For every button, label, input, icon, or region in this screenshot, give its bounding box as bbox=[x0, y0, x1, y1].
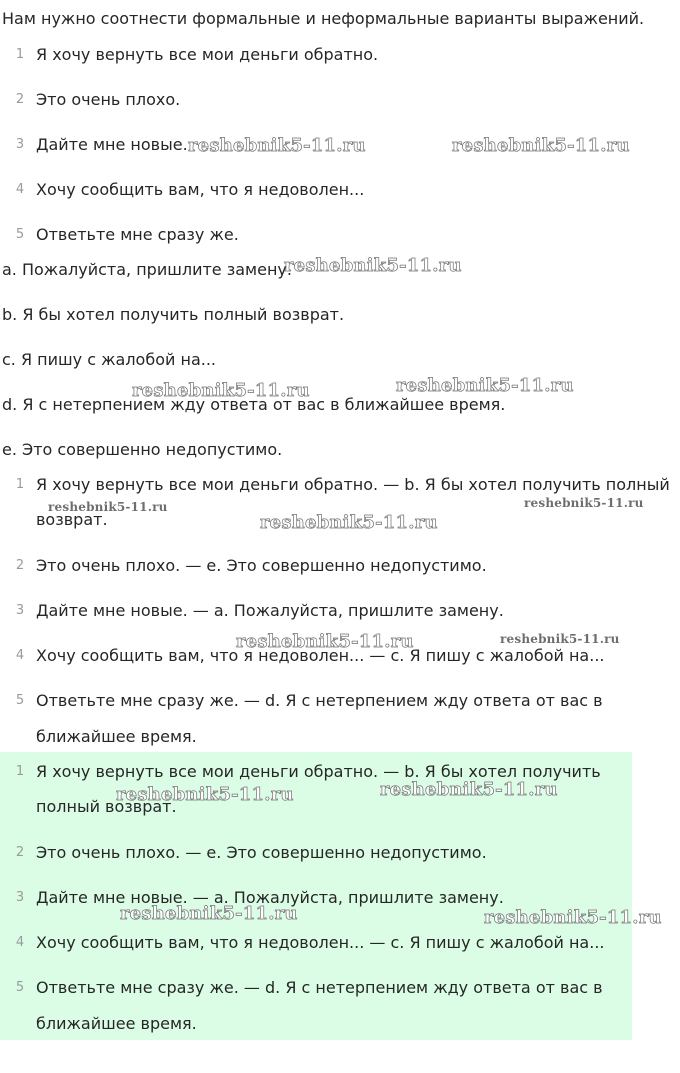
watermark: reshebnik5-11.ru bbox=[48, 500, 168, 514]
match-2: Это очень плохо. — e. Это совершенно недопустимо. bbox=[36, 556, 487, 575]
match-5-line2: ближайшее время. bbox=[36, 727, 197, 746]
informal-item-1: Я хочу вернуть все мои деньги обратно. bbox=[36, 45, 379, 64]
watermark: reshebnik5-11.ru bbox=[188, 135, 366, 156]
match-1-line1: Я хочу вернуть все мои деньги обратно. — b. Я бы хотел получить полный bbox=[36, 475, 670, 494]
formal-item-e: e. Это совершенно недопустимо. bbox=[2, 440, 283, 459]
list-number: 3 bbox=[15, 890, 25, 905]
formal-item-b: b. Я бы хотел получить полный возврат. bbox=[2, 305, 345, 324]
answer-4: Хочу сообщить вам, что я недоволен... — c. Я пишу с жалобой на... bbox=[36, 933, 605, 952]
list-number: 4 bbox=[15, 648, 25, 663]
watermark: reshebnik5-11.ru bbox=[132, 380, 310, 401]
list-number: 4 bbox=[15, 935, 25, 950]
formal-item-c: c. Я пишу с жалобой на... bbox=[2, 350, 217, 369]
list-number: 2 bbox=[15, 558, 25, 573]
intro-text: Нам нужно соотнести формальные и неформальные варианты выражений. bbox=[2, 9, 645, 28]
answer-2: Это очень плохо. — e. Это совершенно недопустимо. bbox=[36, 843, 487, 862]
watermark: reshebnik5-11.ru bbox=[260, 512, 438, 533]
list-number: 5 bbox=[15, 980, 25, 995]
match-1-line2: возврат. bbox=[36, 510, 108, 529]
answer-1-line2: полный возврат. bbox=[36, 797, 177, 816]
list-number: 4 bbox=[15, 182, 25, 197]
list-number: 5 bbox=[15, 693, 25, 708]
match-5-line1: Ответьте мне сразу же. — d. Я с нетерпением жду ответа от вас в bbox=[36, 691, 603, 710]
watermark: reshebnik5-11.ru bbox=[236, 631, 414, 652]
formal-item-d: d. Я с нетерпением жду ответа от вас в ближайшее время. bbox=[2, 395, 506, 414]
answer-5-line1: Ответьте мне сразу же. — d. Я с нетерпением жду ответа от вас в bbox=[36, 978, 603, 997]
answer-3: Дайте мне новые. — a. Пожалуйста, пришлите замену. bbox=[36, 888, 504, 907]
list-number: 3 bbox=[15, 137, 25, 152]
match-4: Хочу сообщить вам, что я недоволен... — c. Я пишу с жалобой на... bbox=[36, 646, 605, 665]
watermark: reshebnik5-11.ru bbox=[500, 632, 620, 646]
watermark: reshebnik5-11.ru bbox=[452, 135, 630, 156]
formal-item-a: a. Пожалуйста, пришлите замену. bbox=[2, 260, 292, 279]
informal-item-4: Хочу сообщить вам, что я недоволен... bbox=[36, 180, 365, 199]
list-number: 1 bbox=[15, 47, 25, 62]
watermark: reshebnik5-11.ru bbox=[120, 903, 298, 924]
watermark: reshebnik5-11.ru bbox=[524, 496, 644, 510]
watermark: reshebnik5-11.ru bbox=[284, 255, 462, 276]
answer-5-line2: ближайшее время. bbox=[36, 1014, 197, 1033]
list-number: 1 bbox=[15, 477, 25, 492]
watermark: reshebnik5-11.ru bbox=[396, 375, 574, 396]
match-3: Дайте мне новые. — a. Пожалуйста, пришлите замену. bbox=[36, 601, 504, 620]
list-number: 2 bbox=[15, 92, 25, 107]
list-number: 2 bbox=[15, 845, 25, 860]
watermark: reshebnik5-11.ru bbox=[116, 784, 294, 805]
informal-item-3: Дайте мне новые. bbox=[36, 135, 188, 154]
list-number: 1 bbox=[15, 764, 25, 779]
list-number: 3 bbox=[15, 603, 25, 618]
answer-1-line1: Я хочу вернуть все мои деньги обратно. — b. Я бы хотел получить bbox=[36, 762, 601, 781]
informal-item-5: Ответьте мне сразу же. bbox=[36, 225, 239, 244]
watermark: reshebnik5-11.ru bbox=[380, 779, 558, 800]
watermark: reshebnik5-11.ru bbox=[484, 907, 662, 928]
informal-item-2: Это очень плохо. bbox=[36, 90, 181, 109]
list-number: 5 bbox=[15, 227, 25, 242]
